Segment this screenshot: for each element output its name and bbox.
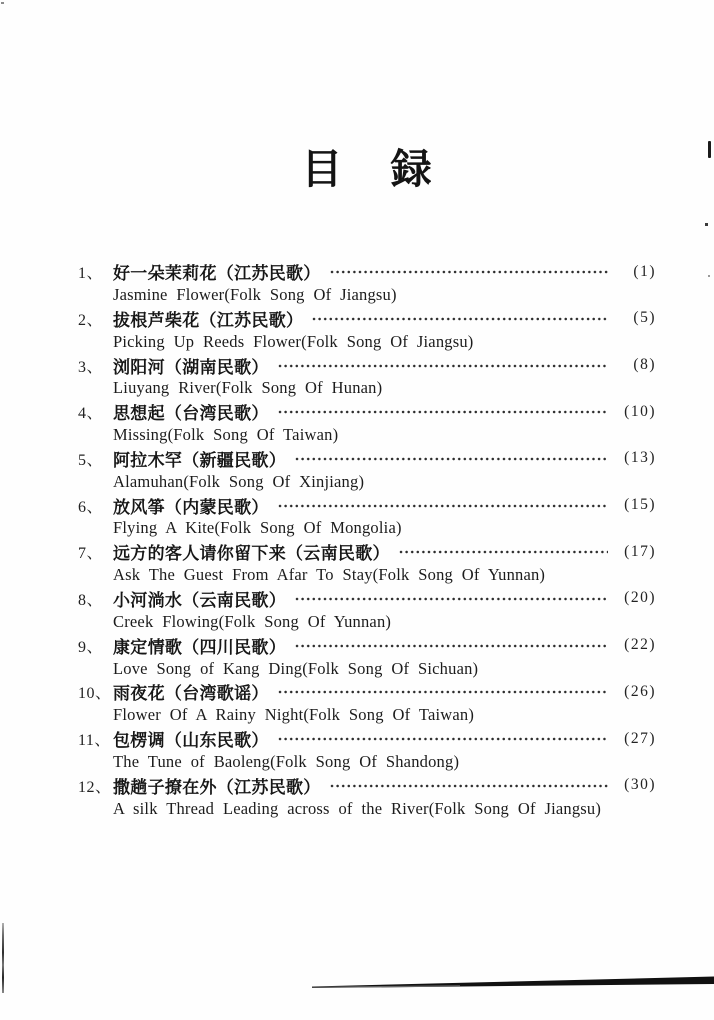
entry-title-zh: 撒趟子撩在外（江苏民歌）	[113, 777, 321, 797]
entry-number: 8、	[78, 591, 104, 609]
entry-title-zh: 雨夜花（台湾歌谣）	[113, 684, 269, 704]
dotted-leader	[312, 314, 608, 324]
entry-page-number: (10)	[624, 402, 656, 420]
toc-entry-english-line	[78, 517, 656, 540]
entry-number: 7、	[78, 545, 104, 563]
entry-title-en: Jasmine Flower(Folk Song Of Jiangsu)	[113, 285, 397, 305]
toc-entry-chinese-line	[78, 774, 656, 797]
toc-entry	[78, 774, 656, 821]
entry-page-number: (17)	[624, 542, 656, 560]
entry-page-number: (15)	[624, 496, 656, 514]
toc-entry	[78, 540, 656, 587]
toc-entry-english-line	[78, 470, 656, 493]
entry-number: 6、	[78, 498, 104, 516]
entry-title-zh: 小河淌水（云南民歌）	[113, 590, 286, 610]
dotted-leader	[295, 641, 608, 651]
entry-title-en: Picking Up Reeds Flower(Folk Song Of Jiangsu)	[113, 331, 474, 351]
dotted-leader	[295, 594, 608, 604]
entry-number: 1、	[78, 265, 104, 283]
dotted-leader	[330, 781, 608, 791]
dotted-leader	[278, 361, 608, 371]
entry-title-en: Alamuhan(Folk Song Of Xinjiang)	[113, 471, 365, 491]
entry-title-en: Ask The Guest From Afar To Stay(Folk Song Of Yunnan)	[113, 565, 546, 585]
toc-entry-chinese-line	[78, 634, 656, 657]
toc-list	[78, 260, 656, 820]
entry-number: 10、	[78, 685, 112, 703]
toc-entry	[78, 634, 656, 681]
entry-title-zh: 阿拉木罕（新疆民歌）	[113, 450, 286, 470]
entry-title-en: Flower Of A Rainy Night(Folk Song Of Taiwan)	[113, 705, 475, 725]
toc-entry-chinese-line	[78, 353, 656, 376]
entry-number: 5、	[78, 451, 104, 469]
toc-entry-english-line	[78, 563, 656, 586]
toc-entry	[78, 260, 656, 307]
dotted-leader	[278, 407, 608, 417]
entry-page-number: (30)	[624, 776, 656, 794]
toc-entry-english-line	[78, 797, 656, 820]
dotted-leader	[399, 547, 608, 557]
toc-entry	[78, 727, 656, 774]
entry-title-zh: 放风筝（内蒙民歌）	[113, 497, 269, 517]
toc-entry	[78, 307, 656, 354]
entry-page-number: (26)	[624, 682, 656, 700]
entry-title-zh: 远方的客人请你留下来（云南民歌）	[113, 544, 390, 564]
entry-page-number: (27)	[624, 729, 656, 747]
entry-number: 3、	[78, 358, 104, 376]
toc-entry-english-line	[78, 704, 656, 727]
toc-entry	[78, 587, 656, 634]
toc-entry-chinese-line	[78, 493, 656, 516]
toc-entry	[78, 447, 656, 494]
entry-number: 2、	[78, 311, 104, 329]
entry-page-number: (1)	[633, 262, 656, 280]
toc-entry-chinese-line	[78, 727, 656, 750]
entry-page-number: (13)	[624, 449, 656, 467]
entry-number: 11、	[78, 732, 111, 750]
toc-entry-chinese-line	[78, 307, 656, 330]
scan-speck-right-2	[708, 275, 710, 277]
page-title: 目 録	[301, 146, 433, 192]
entry-page-number: (8)	[633, 356, 656, 374]
entry-title-zh: 好一朵茉莉花（江苏民歌）	[113, 264, 321, 284]
toc-entry-english-line	[78, 610, 656, 633]
entry-number: 12、	[78, 778, 112, 796]
entry-number: 4、	[78, 405, 104, 423]
entry-title-en: Missing(Folk Song Of Taiwan)	[113, 425, 339, 445]
scan-speck-right-1	[705, 223, 708, 226]
entry-title-zh: 拔根芦柴花（江苏民歌）	[113, 310, 304, 330]
dotted-leader	[295, 454, 608, 464]
toc-entry-chinese-line	[78, 540, 656, 563]
dotted-leader	[278, 501, 608, 511]
toc-entry	[78, 680, 656, 727]
dotted-leader	[278, 734, 608, 744]
entry-title-zh: 思想起（台湾民歌）	[113, 404, 269, 424]
toc-entry-chinese-line	[78, 447, 656, 470]
entry-title-en: The Tune of Baoleng(Folk Song Of Shandong)	[113, 751, 460, 771]
dotted-leader	[330, 267, 608, 277]
toc-entry-english-line	[78, 283, 656, 306]
toc-entry-english-line	[78, 423, 656, 446]
toc-entry-chinese-line	[78, 587, 656, 610]
entry-title-zh: 浏阳河（湖南民歌）	[113, 357, 269, 377]
entry-title-en: Flying A Kite(Folk Song Of Mongolia)	[113, 518, 402, 538]
toc-entry-english-line	[78, 657, 656, 680]
scan-speck-top-left	[1, 2, 4, 4]
entry-title-zh: 康定情歌（四川民歌）	[113, 637, 286, 657]
entry-title-en: Love Song of Kang Ding(Folk Song Of Sichuan)	[113, 658, 479, 678]
entry-title-en: Creek Flowing(Folk Song Of Yunnan)	[113, 611, 392, 631]
scan-mark-right-edge	[708, 141, 711, 158]
entry-title-zh: 包楞调（山东民歌）	[113, 731, 269, 751]
entry-title-en: A silk Thread Leading across of the River(Folk Song Of Jiangsu)	[113, 798, 602, 818]
entry-number: 9、	[78, 638, 104, 656]
entry-page-number: (22)	[624, 636, 656, 654]
toc-entry	[78, 400, 656, 447]
toc-entry-english-line	[78, 330, 656, 353]
toc-entry-english-line	[78, 750, 656, 773]
toc-entry-chinese-line	[78, 680, 656, 703]
dotted-leader	[278, 687, 608, 697]
toc-entry	[78, 353, 656, 400]
toc-entry-chinese-line	[78, 400, 656, 423]
entry-title-en: Liuyang River(Folk Song Of Hunan)	[113, 378, 383, 398]
toc-entry	[78, 493, 656, 540]
entry-page-number: (5)	[633, 309, 656, 327]
scan-line-left-edge	[2, 923, 4, 993]
entry-page-number: (20)	[624, 589, 656, 607]
toc-entry-english-line	[78, 377, 656, 400]
toc-entry-chinese-line	[78, 260, 656, 283]
